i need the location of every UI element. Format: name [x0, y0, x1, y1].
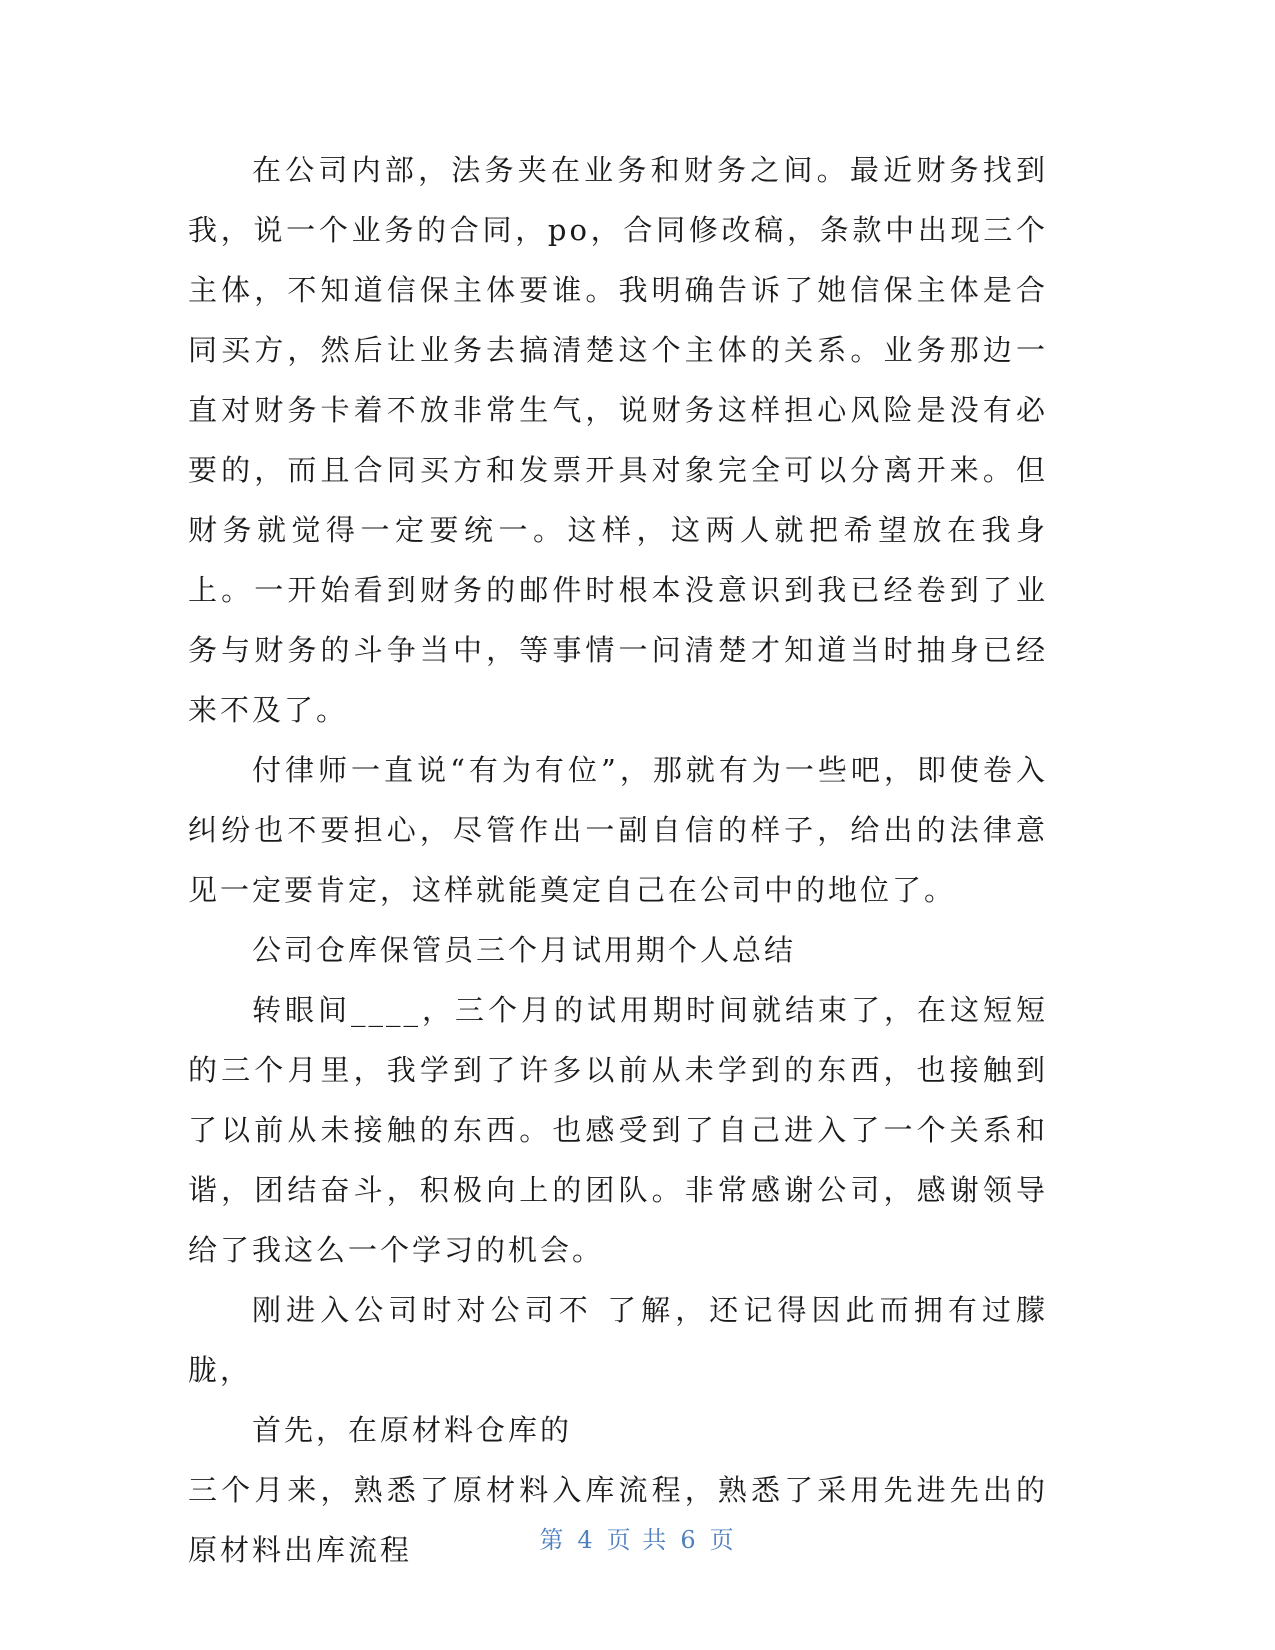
- footer-prefix: 第: [539, 1526, 566, 1554]
- paragraph-legal-department: 在公司内部，法务夹在业务和财务之间。最近财务找到我，说一个业务的合同，po，合同修改稿，条款中出现三个主体，不知道信保主体要谁。我明确告诉了她信保主体是合同买方，然后让业务去搞清楚这个主体的关系。业务那边一直对财务卡着不放非常生气，说财务这样担心风险是没有必要的，而且合同买方和发票开具对象完全可以分离开来。但财务就觉得一定要统一。这样，这两人就把希望放在我身上。一开始看到财务的邮件时根本没意识到我已经卷到了业务与财务的斗争当中，等事情一问清楚才知道当时抽身已经来不及了。: [188, 153, 1048, 727]
- page-footer: [0, 1520, 1275, 1555]
- footer-total-pages: 6: [680, 1526, 698, 1554]
- paragraph-firstly: 首先，在原材料仓库的: [252, 1413, 573, 1447]
- footer-suffix: 页: [709, 1526, 736, 1554]
- paragraph-probation-summary: 转眼间____，三个月的试用期时间就结束了，在这短短的三个月里，我学到了许多以前从未学到的东西，也接触到了以前从未接触的东西。也感受到了自己进入了一个关系和谐，团结奋斗，积极向上的团队。非常感谢公司，感谢领导给了我这么一个学习的机会。: [188, 993, 1048, 1267]
- paragraph-first-days: 刚进入公司时对公司不 了解，还记得因此而拥有过朦胧，: [188, 1293, 1048, 1387]
- footer-current-page: 4: [577, 1526, 595, 1554]
- document-body: [188, 140, 1048, 1580]
- paragraph-lawyer-advice: 付律师一直说“有为有位”，那就有为一些吧，即使卷入纠纷也不要担心，尽管作出一副自信的样子，给出的法律意见一定要肯定，这样就能奠定自己在公司中的地位了。: [188, 753, 1048, 907]
- paragraph-warehouse-process: 三个月来，熟悉了原材料入库流程，熟悉了采用先进先出的原材料出库流程: [188, 1473, 1048, 1567]
- section-heading: 公司仓库保管员三个月试用期个人总结: [252, 933, 797, 967]
- footer-middle: 页 共: [606, 1526, 669, 1554]
